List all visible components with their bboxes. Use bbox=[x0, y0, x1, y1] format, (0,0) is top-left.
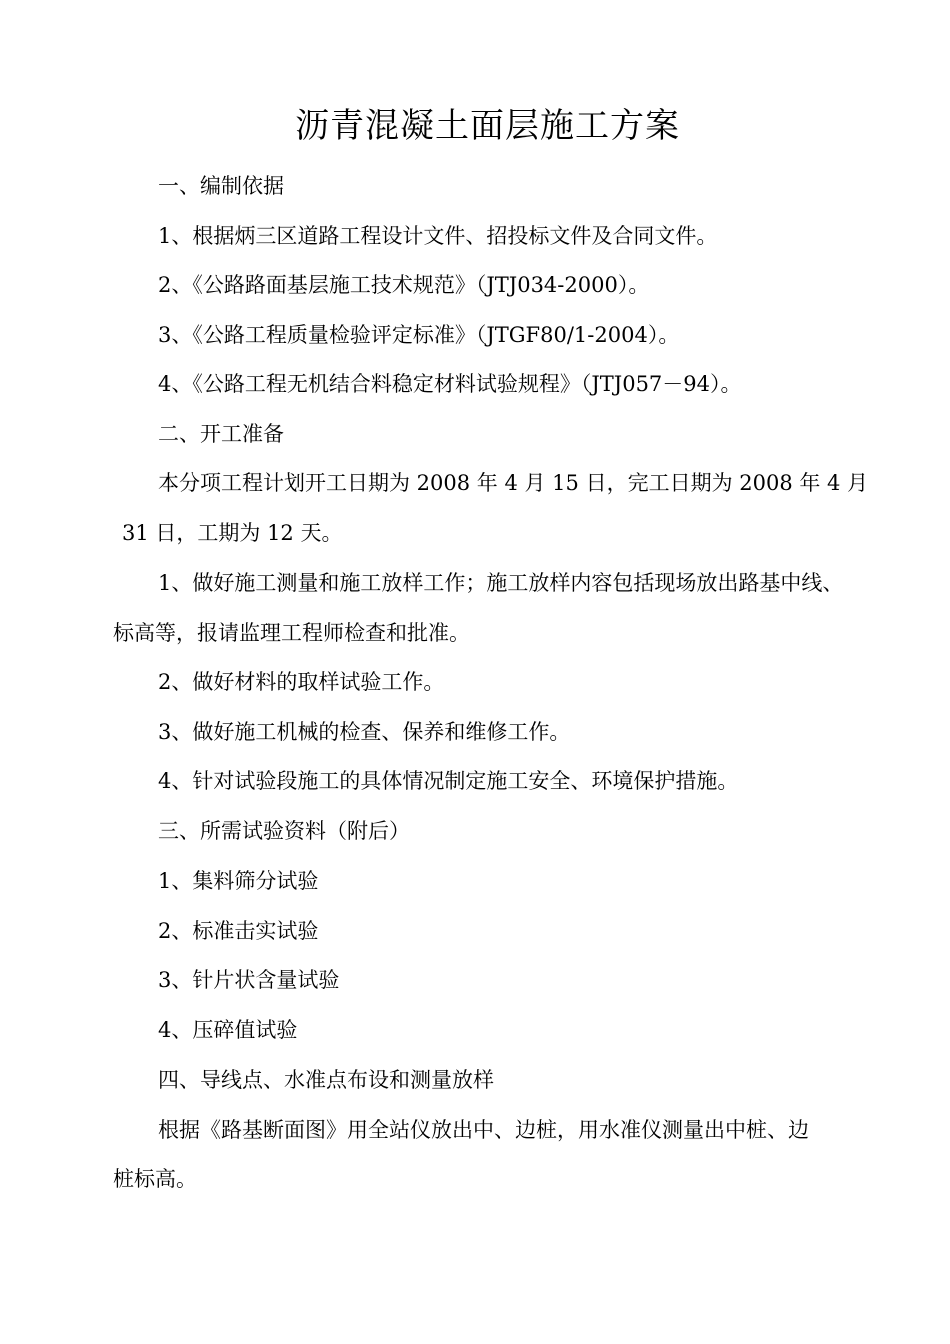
section-heading-preparation: 二、开工准备 bbox=[158, 422, 284, 446]
basis-item-1: 1、根据炳三区道路工程设计文件、招投标文件及合同文件。 bbox=[158, 224, 718, 248]
test-item-2: 2、标准击实试验 bbox=[158, 919, 319, 943]
section-heading-basis: 一、编制依据 bbox=[158, 174, 284, 198]
document-title: 沥青混凝土面层施工方案 bbox=[295, 106, 680, 146]
schedule-paragraph-line-2: 31 日，工期为 12 天。 bbox=[122, 521, 343, 545]
section-heading-survey: 四、导线点、水准点布设和测量放样 bbox=[158, 1068, 494, 1092]
test-item-1: 1、集料筛分试验 bbox=[158, 869, 319, 893]
survey-paragraph-line-1: 根据《路基断面图》用全站仪放出中、边桩，用水准仪测量出中桩、边 bbox=[158, 1118, 809, 1142]
basis-item-2: 2、《公路路面基层施工技术规范》（JTJ034-2000）。 bbox=[158, 273, 650, 297]
basis-item-4: 4、《公路工程无机结合料稳定材料试验规程》（JTJ057－94）。 bbox=[158, 372, 742, 396]
test-item-3: 3、针片状含量试验 bbox=[158, 968, 340, 992]
schedule-paragraph-line-1: 本分项工程计划开工日期为 2008 年 4 月 15 日，完工日期为 2008 年 4 月 bbox=[158, 471, 869, 495]
basis-item-3: 3、《公路工程质量检验评定标准》（JTGF80/1-2004）。 bbox=[158, 323, 680, 347]
preparation-item-3: 3、做好施工机械的检查、保养和维修工作。 bbox=[158, 720, 571, 744]
survey-paragraph-line-2: 桩标高。 bbox=[113, 1167, 197, 1191]
test-item-4: 4、压碎值试验 bbox=[158, 1018, 298, 1042]
preparation-item-4: 4、针对试验段施工的具体情况制定施工安全、环境保护措施。 bbox=[158, 769, 739, 793]
preparation-item-2: 2、做好材料的取样试验工作。 bbox=[158, 670, 445, 694]
preparation-item-1-line-2: 标高等，报请监理工程师检查和批准。 bbox=[113, 621, 470, 645]
preparation-item-1-line-1: 1、做好施工测量和施工放样工作；施工放样内容包括现场放出路基中线、 bbox=[158, 571, 844, 595]
section-heading-tests: 三、所需试验资料（附后） bbox=[158, 819, 410, 843]
